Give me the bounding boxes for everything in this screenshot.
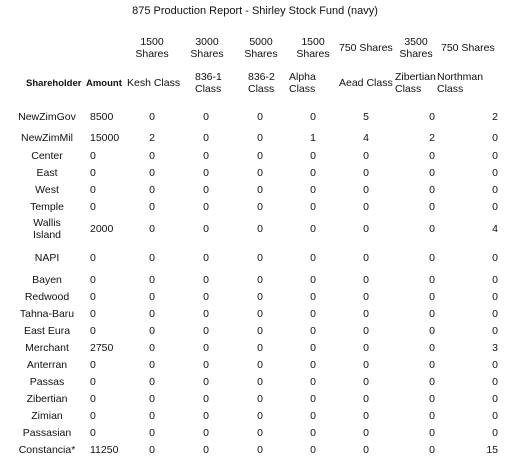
share-count-cell: 0 xyxy=(492,308,498,320)
share-count-cell: 0 xyxy=(257,167,263,179)
share-count-cell: 0 xyxy=(257,308,263,320)
share-count-cell: 0 xyxy=(429,308,435,320)
amount-cell: 0 xyxy=(90,150,96,162)
share-count-cell: 0 xyxy=(310,167,316,179)
share-count-cell: 0 xyxy=(203,184,209,196)
amount-cell: 0 xyxy=(90,376,96,388)
share-count-cell: 0 xyxy=(203,359,209,371)
header-amount: Amount xyxy=(86,78,122,89)
amount-cell: 0 xyxy=(90,184,96,196)
share-count-cell: 0 xyxy=(149,342,155,354)
shareholder-name: Anterran xyxy=(26,359,68,371)
share-count-cell: 0 xyxy=(310,376,316,388)
share-count-cell: 0 xyxy=(429,252,435,264)
amount-cell: 0 xyxy=(90,291,96,303)
share-count-cell: 0 xyxy=(149,376,155,388)
shareholder-name: Zimian xyxy=(31,410,63,422)
share-count-cell: 0 xyxy=(363,393,369,405)
share-count-cell: 0 xyxy=(429,410,435,422)
header-col-5: 750 Shares xyxy=(339,42,393,54)
amount-cell: 0 xyxy=(90,410,96,422)
share-count-cell: 1 xyxy=(310,132,316,144)
share-count-cell: 0 xyxy=(310,325,316,337)
header-col-3: 5000 Shares xyxy=(244,36,278,60)
amount-cell: 11250 xyxy=(90,444,119,456)
share-count-cell: 0 xyxy=(149,184,155,196)
share-count-cell: 0 xyxy=(429,444,435,456)
amount-cell: 0 xyxy=(90,393,96,405)
header-col-4-class: Alpha Class xyxy=(289,71,316,95)
share-count-cell: 0 xyxy=(203,444,209,456)
share-count-cell: 0 xyxy=(257,376,263,388)
share-count-cell: 0 xyxy=(492,359,498,371)
share-count-cell: 0 xyxy=(257,359,263,371)
share-count-cell: 0 xyxy=(203,223,209,235)
share-count-cell: 0 xyxy=(149,111,155,123)
share-count-cell: 0 xyxy=(310,274,316,286)
shareholder-name: NewZimMil xyxy=(21,132,73,144)
share-count-cell: 0 xyxy=(203,111,209,123)
header-col-7: 750 Shares xyxy=(441,42,495,54)
share-count-cell: 0 xyxy=(492,184,498,196)
share-count-cell: 0 xyxy=(149,427,155,439)
share-count-cell: 0 xyxy=(429,274,435,286)
share-count-cell: 0 xyxy=(257,342,263,354)
shareholder-name: Center xyxy=(31,150,63,162)
share-count-cell: 0 xyxy=(149,444,155,456)
share-count-cell: 0 xyxy=(429,393,435,405)
share-count-cell: 0 xyxy=(363,308,369,320)
share-count-cell: 0 xyxy=(257,393,263,405)
share-count-cell: 0 xyxy=(257,410,263,422)
shareholder-name: Zibertian xyxy=(26,393,68,405)
share-count-cell: 0 xyxy=(310,201,316,213)
shareholder-name: Temple xyxy=(30,201,64,213)
share-count-cell: 0 xyxy=(429,291,435,303)
share-count-cell: 0 xyxy=(363,252,369,264)
share-count-cell: 0 xyxy=(203,308,209,320)
share-count-cell: 0 xyxy=(203,410,209,422)
share-count-cell: 0 xyxy=(429,201,435,213)
share-count-cell: 0 xyxy=(492,167,498,179)
share-count-cell: 0 xyxy=(363,342,369,354)
share-count-cell: 0 xyxy=(203,325,209,337)
share-count-cell: 0 xyxy=(203,150,209,162)
share-count-cell: 0 xyxy=(429,376,435,388)
share-count-cell: 0 xyxy=(257,150,263,162)
share-count-cell: 0 xyxy=(310,252,316,264)
share-count-cell: 0 xyxy=(310,410,316,422)
amount-cell: 0 xyxy=(90,427,96,439)
share-count-cell: 0 xyxy=(149,393,155,405)
share-count-cell: 0 xyxy=(310,111,316,123)
share-count-cell: 0 xyxy=(203,376,209,388)
share-count-cell: 5 xyxy=(363,111,369,123)
share-count-cell: 0 xyxy=(363,410,369,422)
share-count-cell: 0 xyxy=(257,184,263,196)
share-count-cell: 0 xyxy=(492,376,498,388)
share-count-cell: 0 xyxy=(203,167,209,179)
share-count-cell: 0 xyxy=(149,223,155,235)
share-count-cell: 0 xyxy=(149,291,155,303)
share-count-cell: 0 xyxy=(203,252,209,264)
amount-cell: 0 xyxy=(90,274,96,286)
share-count-cell: 2 xyxy=(429,132,435,144)
share-count-cell: 0 xyxy=(363,167,369,179)
share-count-cell: 0 xyxy=(363,359,369,371)
share-count-cell: 0 xyxy=(429,359,435,371)
share-count-cell: 0 xyxy=(363,201,369,213)
share-count-cell: 0 xyxy=(149,325,155,337)
share-count-cell: 0 xyxy=(203,274,209,286)
share-count-cell: 0 xyxy=(492,410,498,422)
amount-cell: 0 xyxy=(90,308,96,320)
share-count-cell: 0 xyxy=(492,132,498,144)
share-count-cell: 0 xyxy=(257,274,263,286)
share-count-cell: 0 xyxy=(363,184,369,196)
share-count-cell: 15 xyxy=(486,444,498,456)
share-count-cell: 0 xyxy=(203,393,209,405)
share-count-cell: 0 xyxy=(363,427,369,439)
amount-cell: 0 xyxy=(90,167,96,179)
share-count-cell: 0 xyxy=(257,132,263,144)
amount-cell: 15000 xyxy=(90,132,120,144)
share-count-cell: 0 xyxy=(257,201,263,213)
shareholder-name: Bayen xyxy=(32,274,62,286)
share-count-cell: 0 xyxy=(257,252,263,264)
amount-cell: 0 xyxy=(90,359,96,371)
share-count-cell: 4 xyxy=(492,223,498,235)
share-count-cell: 0 xyxy=(149,201,155,213)
shareholder-name: Passas xyxy=(29,376,65,388)
share-count-cell: 0 xyxy=(310,359,316,371)
shareholder-name: Wallis Island xyxy=(32,217,62,241)
header-col-6: 3500 Shares xyxy=(399,36,433,60)
shareholder-name: NAPI xyxy=(34,252,60,264)
share-count-cell: 0 xyxy=(257,111,263,123)
share-count-cell: 0 xyxy=(429,150,435,162)
share-count-cell: 0 xyxy=(310,150,316,162)
shareholder-name: Tahna-Baru xyxy=(19,308,75,320)
share-count-cell: 0 xyxy=(363,444,369,456)
share-count-cell: 0 xyxy=(257,223,263,235)
amount-cell: 2000 xyxy=(90,223,114,235)
share-count-cell: 0 xyxy=(429,111,435,123)
header-col-1: 1500 Shares xyxy=(135,36,169,60)
share-count-cell: 0 xyxy=(363,150,369,162)
share-count-cell: 0 xyxy=(310,308,316,320)
share-count-cell: 0 xyxy=(203,427,209,439)
shareholder-name: NewZimGov xyxy=(18,111,76,123)
share-count-cell: 0 xyxy=(363,325,369,337)
share-count-cell: 0 xyxy=(257,427,263,439)
share-count-cell: 2 xyxy=(149,132,155,144)
share-count-cell: 0 xyxy=(492,274,498,286)
share-count-cell: 0 xyxy=(492,325,498,337)
share-count-cell: 0 xyxy=(310,291,316,303)
share-count-cell: 0 xyxy=(492,427,498,439)
header-col-1-class: Kesh Class xyxy=(127,77,181,89)
amount-cell: 8500 xyxy=(90,111,114,123)
share-count-cell: 0 xyxy=(492,393,498,405)
share-count-cell: 0 xyxy=(310,427,316,439)
share-count-cell: 0 xyxy=(310,393,316,405)
amount-cell: 0 xyxy=(90,252,96,264)
shareholder-name: Merchant xyxy=(25,342,69,354)
share-count-cell: 0 xyxy=(429,342,435,354)
share-count-cell: 0 xyxy=(492,150,498,162)
share-count-cell: 0 xyxy=(492,291,498,303)
share-count-cell: 0 xyxy=(203,132,209,144)
header-col-2-class: 836-1 Class xyxy=(195,71,222,95)
header-col-5-class: Aead Class xyxy=(339,77,393,89)
amount-cell: 0 xyxy=(90,325,96,337)
header-col-4: 1500 Shares xyxy=(296,36,330,60)
share-count-cell: 0 xyxy=(363,291,369,303)
share-count-cell: 0 xyxy=(429,184,435,196)
share-count-cell: 0 xyxy=(257,325,263,337)
header-col-6-class: Zibertian Class xyxy=(395,71,436,95)
share-count-cell: 0 xyxy=(429,427,435,439)
share-count-cell: 0 xyxy=(363,274,369,286)
header-col-2: 3000 Shares xyxy=(190,36,224,60)
share-count-cell: 0 xyxy=(149,410,155,422)
share-count-cell: 0 xyxy=(429,325,435,337)
amount-cell: 2750 xyxy=(90,342,114,354)
header-shareholder: Shareholder xyxy=(26,78,82,89)
share-count-cell: 0 xyxy=(203,342,209,354)
share-count-cell: 0 xyxy=(203,201,209,213)
share-count-cell: 0 xyxy=(429,223,435,235)
share-count-cell: 0 xyxy=(203,291,209,303)
share-count-cell: 0 xyxy=(492,252,498,264)
amount-cell: 0 xyxy=(90,201,96,213)
shareholder-name: Constancia* xyxy=(18,444,76,456)
share-count-cell: 0 xyxy=(310,444,316,456)
share-count-cell: 0 xyxy=(429,167,435,179)
share-count-cell: 0 xyxy=(310,184,316,196)
shareholder-name: East xyxy=(36,167,58,179)
share-count-cell: 0 xyxy=(257,291,263,303)
share-count-cell: 0 xyxy=(310,223,316,235)
share-count-cell: 0 xyxy=(149,308,155,320)
shareholder-name: Redwood xyxy=(24,291,70,303)
share-count-cell: 0 xyxy=(149,167,155,179)
share-count-cell: 0 xyxy=(149,150,155,162)
share-count-cell: 0 xyxy=(257,444,263,456)
header-col-7-class: Northman Class xyxy=(437,71,484,95)
share-count-cell: 0 xyxy=(149,274,155,286)
share-count-cell: 0 xyxy=(149,359,155,371)
share-count-cell: 0 xyxy=(492,201,498,213)
share-count-cell: 3 xyxy=(492,342,498,354)
share-count-cell: 2 xyxy=(492,111,498,123)
share-count-cell: 4 xyxy=(363,132,369,144)
share-count-cell: 0 xyxy=(310,342,316,354)
report-title: 875 Production Report - Shirley Stock Fund (navy) xyxy=(132,5,378,17)
header-col-3-class: 836-2 Class xyxy=(248,71,275,95)
shareholder-name: Passasian xyxy=(22,427,72,439)
share-count-cell: 0 xyxy=(363,376,369,388)
share-count-cell: 0 xyxy=(363,223,369,235)
share-count-cell: 0 xyxy=(149,252,155,264)
shareholder-name: East Eura xyxy=(23,325,71,337)
shareholder-name: West xyxy=(35,184,59,196)
